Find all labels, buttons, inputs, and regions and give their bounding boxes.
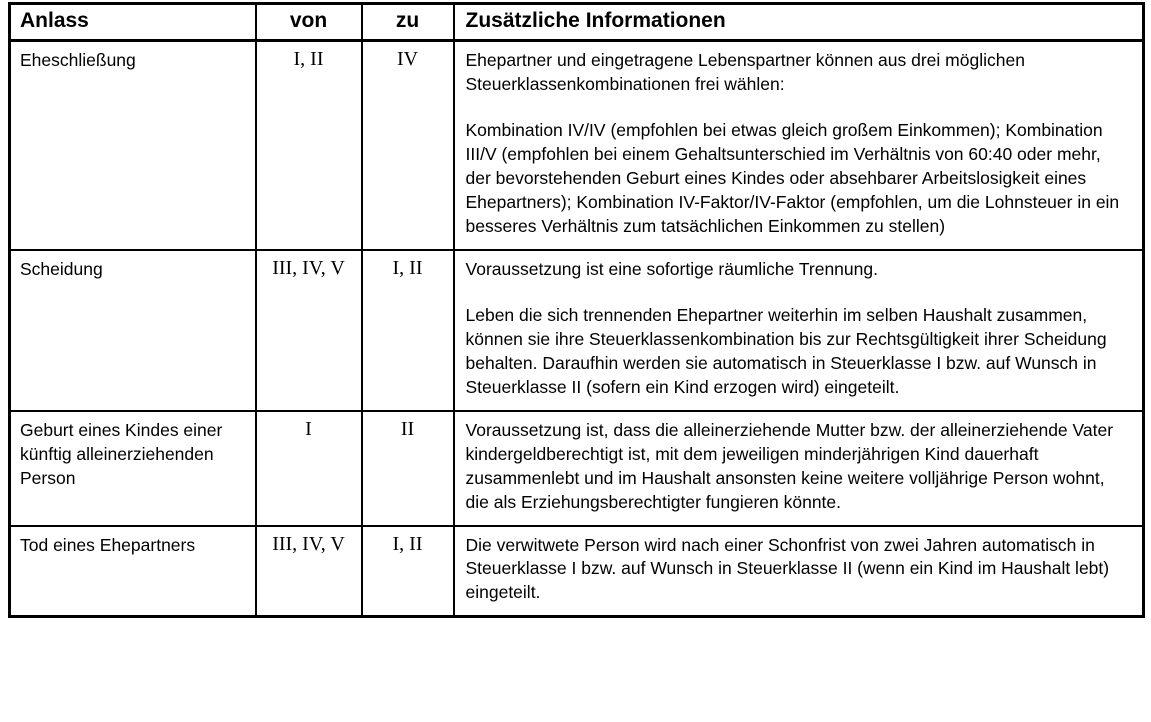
cell-von: III, IV, V [256, 250, 362, 411]
column-header-anlass: Anlass [10, 4, 256, 41]
cell-info [454, 411, 1144, 526]
cell-anlass: Scheidung [10, 250, 256, 411]
cell-zu: II [362, 411, 454, 526]
cell-anlass: Eheschließung [10, 41, 256, 250]
info-paragraph: Leben die sich trennenden Ehepartner weiterhin im selben Haushalt zusammen, können sie ihre Steuerklassenkombination bis zur Rechtsgültigkeit ihrer Scheidung behalten. Daraufhin werden sie automatisch in Steuerklasse I bzw. auf Wunsch in Steuerklasse II (sofern ein Kind erzogen wird) eingeteilt. [465, 304, 1107, 397]
cell-von: III, IV, V [256, 526, 362, 617]
cell-zu: I, II [362, 526, 454, 617]
cell-zu: IV [362, 41, 454, 250]
paragraph-spacer [466, 97, 1131, 119]
column-header-von: von [256, 4, 362, 41]
info-paragraph: Voraussetzung ist, dass die alleinerziehende Mutter bzw. der alleinerziehende Vater kindergeldberechtigt ist, mit dem jeweiligen minderjährigen Kind dauerhaft zusammenlebt und im Haushalt ansonsten keine weitere volljährige Person wohnt, die als Erziehungsberechtigter fungieren könnte. [465, 419, 1114, 512]
cell-info [454, 250, 1144, 411]
tax-class-change-table [8, 2, 1145, 618]
cell-anlass: Tod eines Ehepartners [10, 526, 256, 617]
table-row [10, 411, 1144, 526]
info-paragraph: Voraussetzung ist eine sofortige räumliche Trennung. [465, 258, 878, 279]
cell-von: I [256, 411, 362, 526]
paragraph-spacer [466, 282, 1131, 304]
column-header-zu: zu [362, 4, 454, 41]
table-row [10, 526, 1144, 617]
table-row [10, 250, 1144, 411]
cell-info [454, 41, 1144, 250]
table-row [10, 41, 1144, 250]
table-header [10, 4, 1144, 41]
cell-anlass: Geburt eines Kindes einer künftig alleinerziehenden Person [10, 411, 256, 526]
table-body [10, 41, 1144, 617]
column-header-zusaetzliche-informationen: Zusätzliche Informationen [454, 4, 1144, 41]
cell-info [454, 526, 1144, 617]
info-paragraph: Kombination IV/IV (empfohlen bei etwas gleich großem Einkommen); Kombination III/V (empfohlen bei einem Gehaltsunterschied im Verhältnis von 60:40 oder mehr, der bevorstehenden Geburt eines Kindes oder absehbarer Arbeitslosigkeit eines Ehepartners); Kombination IV-Faktor/IV-Faktor (empfohlen, um die Lohnsteuer in ein besseres Verhältnis zum tatsächlichen Einkommen zu stellen) [465, 119, 1120, 236]
info-paragraph: Die verwitwete Person wird nach einer Schonfrist von zwei Jahren automatisch in Steuerklasse I bzw. auf Wunsch in Steuerklasse II (wenn ein Kind im Haushalt lebt) eingeteilt. [465, 534, 1110, 603]
cell-von: I, II [256, 41, 362, 250]
info-paragraph: Ehepartner und eingetragene Lebenspartner können aus drei möglichen Steuerklassenkombinationen frei wählen: [465, 50, 1025, 94]
header-row [10, 4, 1144, 41]
cell-zu: I, II [362, 250, 454, 411]
